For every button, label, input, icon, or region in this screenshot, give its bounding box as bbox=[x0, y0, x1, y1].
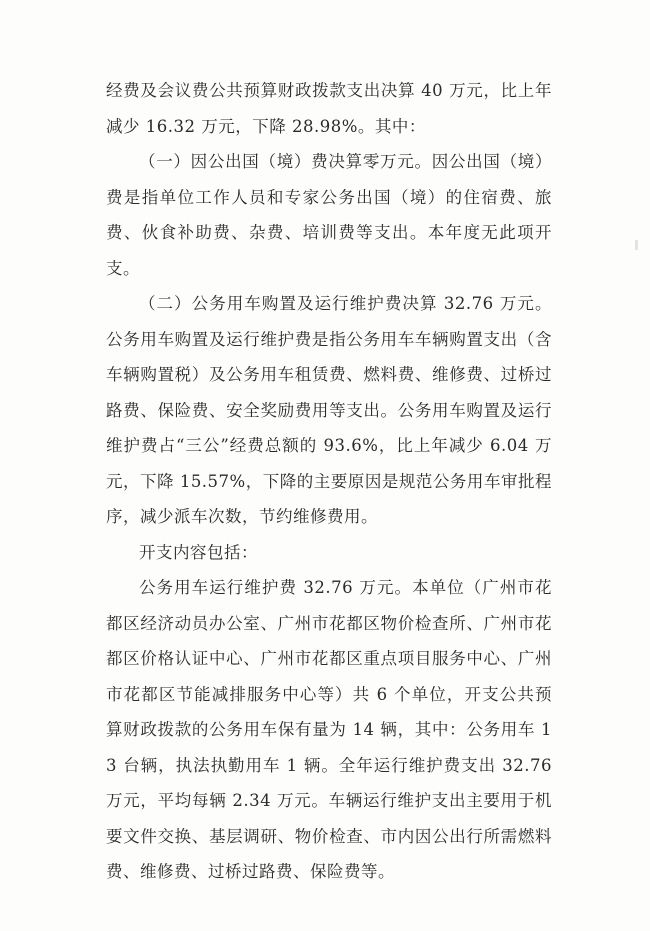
paragraph-vehicle-expenses: （二）公务用车购置及运行维护费决算 32.76 万元。公务用车购置及运行维护费是指公务用车车辆购置支出（含车辆购置税）及公务用车租赁费、燃料费、维修费、过桥过路费、保险费、安全奖励费用等支出。公务用车购置及运行维护费占“三公”经费总额的 93.6%，比上年减少 6.04 万元，下降 15.57%，下降的主要原因是规范公务用车审批程序，减少派车次数，节约维修费用。 bbox=[106, 294, 552, 526]
paragraph-overseas-expenses: （一）因公出国（境）费决算零万元。因公出国（境）费是指单位工作人员和专家公务出国（境）的住宿费、旅费、伙食补助费、杂费、培训费等支出。本年度无此项开支。 bbox=[106, 152, 552, 278]
scan-artifact bbox=[635, 240, 638, 250]
paragraph-expense-items-heading: 开支内容包括： bbox=[139, 542, 258, 562]
document-body bbox=[106, 73, 552, 890]
paragraph-vehicle-maintenance-details: 公务用车运行维护费 32.76 万元。本单位（广州市花都区经济动员办公室、广州市花都区物价检查所、广州市花都区价格认证中心、广州市花都区重点项目服务中心、广州市花都区节能减排服务中心等）共 6 个单位，开支公共预算财政拨款的公务用车保有量为 14 辆，其中：公务用车 13 台辆，执法执勤用车 1 辆。全年运行维护费支出 32.76 万元，平均每辆 2.34 万元。车辆运行维护支出主要用于机要文件交换、基层调研、物价检查、市内因公出行所需燃料费、维修费、过桥过路费、保险费等。 bbox=[106, 578, 552, 881]
paragraph-intro: 经费及会议费公共预算财政拨款支出决算 40 万元，比上年减少 16.32 万元，下降 28.98%。其中： bbox=[106, 81, 552, 136]
